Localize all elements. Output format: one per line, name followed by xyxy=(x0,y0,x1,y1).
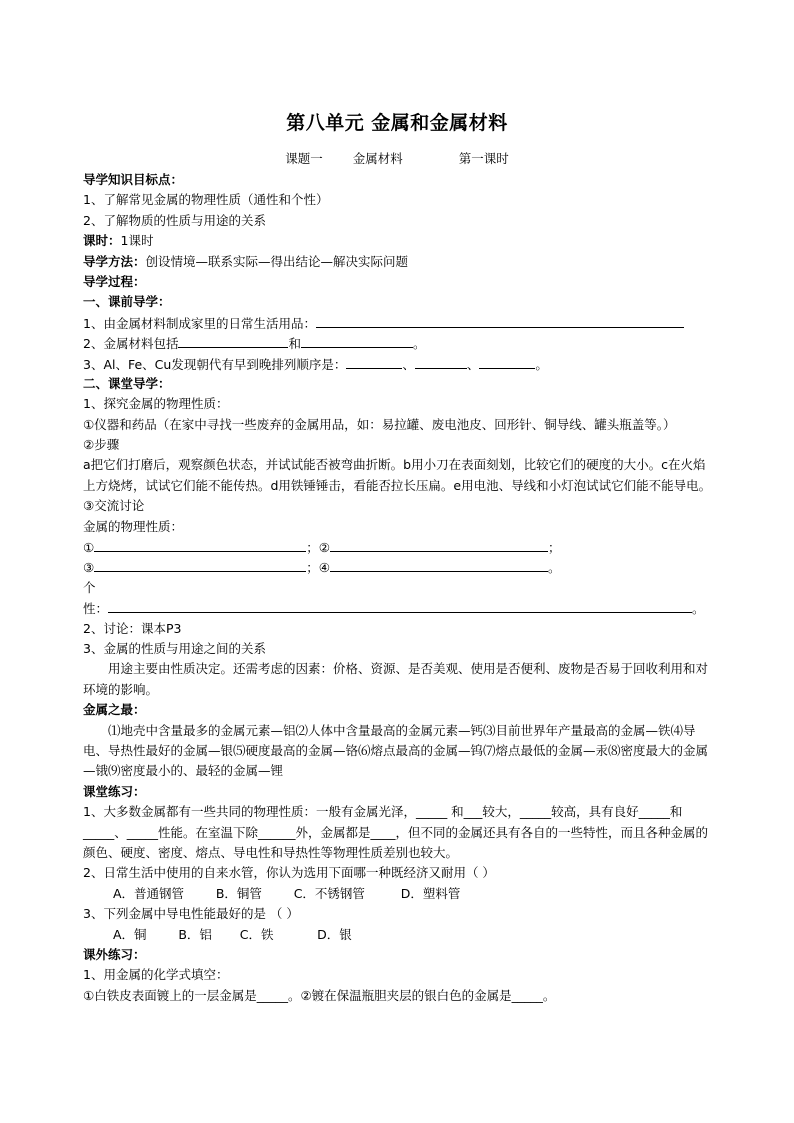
class-q2: 2、讨论：课本P3 xyxy=(83,620,182,636)
document-body xyxy=(83,170,713,1006)
answer-blank[interactable] xyxy=(330,537,548,552)
practice-heading: 课堂练习： xyxy=(83,783,146,799)
pre-heading: 一、课前导学： xyxy=(83,294,171,310)
most-text: ⑴地壳中含量最多的金属元素—铝⑵人体中含量最高的金属元素—钙⑶目前世界年产量最高的金属—铁⑷导电、导热性最好的金属—银⑸硬度最高的金属—铬⑹熔点最高的金属—钨⑺熔点最低的金属—汞⑻密度最大的金属—锇⑼密度最小的、最轻的金属—锂 xyxy=(83,722,709,779)
class-heading: 二、课堂导学： xyxy=(83,375,171,391)
homework-q1a: ①白铁皮表面镀上的一层金属是_____。②镀在保温瓶胆夹层的银白色的金属是_____。 xyxy=(83,987,556,1003)
practice-q2-options: A．普通钢管 B．铜管 C．不锈钢管 D．塑料管 xyxy=(113,885,461,901)
answer-blank[interactable] xyxy=(301,333,413,348)
answer-blank[interactable] xyxy=(316,313,684,328)
steps-label: ②步骤 xyxy=(83,437,120,453)
homework-heading: 课外练习： xyxy=(83,947,146,963)
pre-q1: 1、由金属材料制成家里的日常生活用品： xyxy=(83,313,713,333)
hours-line xyxy=(83,231,713,251)
discussion-label: ③交流讨论 xyxy=(83,498,145,514)
individuality-char: 个 xyxy=(83,579,96,595)
hours-label: 课时： xyxy=(83,233,121,249)
method-line xyxy=(83,252,713,272)
answer-blank[interactable] xyxy=(330,557,548,572)
answer-blank[interactable] xyxy=(108,598,692,613)
materials-text: ①仪器和药品（在家中寻找一些废弃的金属用品，如：易拉罐、废电池皮、回形针、铜导线、罐头瓶盖等。） xyxy=(83,416,676,432)
subtitle-name: 金属材料 xyxy=(352,151,403,166)
page-title: 第八单元 金属和金属材料 xyxy=(286,112,508,134)
class-q3: 3、金属的性质与用途之间的关系 xyxy=(83,641,266,657)
steps-text: a把它们打磨后，观察颜色状态，并试试能否被弯曲折断。b用小刀在表面刻划，比较它们的硬度的大小。c在火焰上方烧烤，试试它们能不能传热。d用铁锤锤击，看能否拉长压扁。e用电池、导线和小灯泡试试它们能不能导电。 xyxy=(83,457,712,493)
answer-blank[interactable] xyxy=(346,354,402,369)
answer-blank[interactable] xyxy=(94,537,306,552)
subtitle-period: 第一课时 xyxy=(458,151,509,166)
goal-item-1: 1、了解常见金属的物理性质（通性和个性） xyxy=(83,192,329,208)
practice-q3: 3、下列金属中导电性能最好的是 （ ） xyxy=(83,906,299,922)
answer-blank[interactable] xyxy=(178,333,288,348)
practice-q3-options: A．铜 B．铝 C．铁 D．银 xyxy=(113,926,352,942)
answer-blank[interactable] xyxy=(415,354,467,369)
method-label: 导学方法： xyxy=(83,253,146,269)
lesson-subtitle xyxy=(0,149,794,167)
practice-q2: 2、日常生活中使用的自来水管，你认为选用下面哪一种既经济又耐用（ ） xyxy=(83,865,495,881)
answer-blank[interactable] xyxy=(479,354,535,369)
usage-paragraph: 用途主要由性质决定。还需考虑的因素：价格、资源、是否美观、使用是否便利、废物是否易于回收利用和对环境的影响。 xyxy=(83,661,709,697)
physical-props-label: 金属的物理性质： xyxy=(83,518,184,534)
method-value: 创设情境—联系实际—得出结论—解决实际问题 xyxy=(145,253,409,269)
pre-q2: 2、金属材料包括 和 。 xyxy=(83,333,713,353)
homework-q1: 1、用金属的化学式填空： xyxy=(83,967,229,983)
most-heading: 金属之最： xyxy=(83,702,146,718)
hours-value: 1课时 xyxy=(120,233,154,249)
practice-q1: 1、大多数金属都有一些共同的物理性质：一般有金属光泽，_____ 和___较大，_____较高，具有良好_____和_____、_____性能。在室温下除______外，金属都是____，但不同的金属还具有各自的一些特性，而且各种金属的颜色、硬度、密度、熔点、导电性和导热性等物理性质差别也较大。 xyxy=(83,804,709,861)
goals-heading: 导学知识目标点： xyxy=(83,172,184,187)
goal-item-2: 2、了解物质的性质与用途的关系 xyxy=(83,212,266,228)
answer-blank[interactable] xyxy=(94,557,306,572)
props-row-2: ③ ；④ 。 xyxy=(83,557,713,577)
individuality-line: 性： 。 xyxy=(83,598,713,618)
class-q1: 1、探究金属的物理性质： xyxy=(83,396,229,412)
process-heading: 导学过程： xyxy=(83,273,146,289)
subtitle-topic: 课题一 xyxy=(285,151,323,166)
props-row-1: ① ；② ； xyxy=(83,537,713,557)
pre-q3: 3、Al、Fe、Cu发现朝代有早到晚排列顺序是： 、 、 。 xyxy=(83,354,713,374)
